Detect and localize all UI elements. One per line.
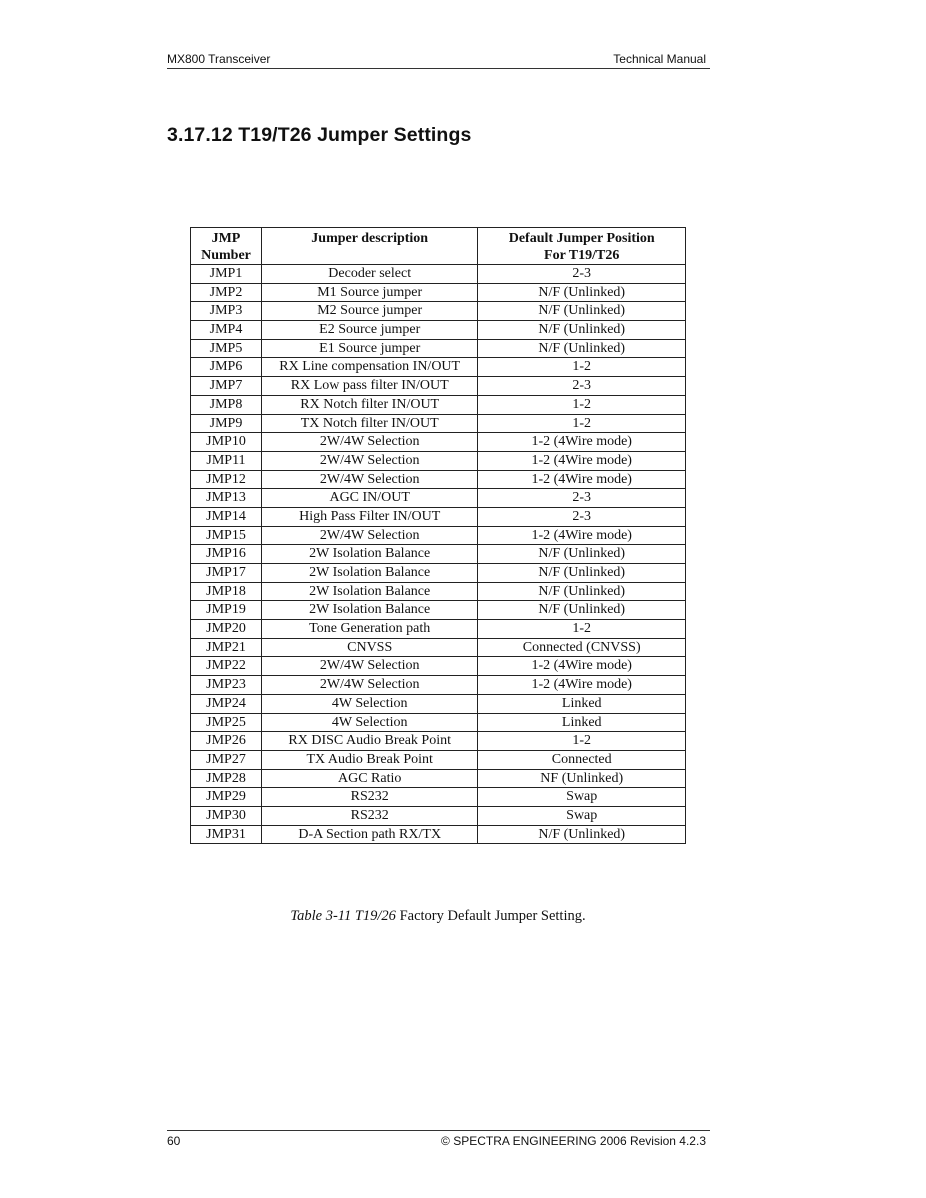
cell-description: High Pass Filter IN/OUT	[261, 507, 477, 526]
table-row	[191, 526, 686, 545]
cell-jmp-number: JMP31	[191, 825, 262, 844]
cell-default-position: 1-2 (4Wire mode)	[478, 433, 686, 452]
cell-description: 2W Isolation Balance	[261, 564, 477, 583]
table-row	[191, 489, 686, 508]
table-row	[191, 825, 686, 844]
cell-jmp-number: JMP3	[191, 302, 262, 321]
cell-default-position: 1-2	[478, 395, 686, 414]
cell-description: RX Low pass filter IN/OUT	[261, 377, 477, 396]
table-row	[191, 265, 686, 284]
cell-jmp-number: JMP5	[191, 339, 262, 358]
section-heading: 3.17.12 T19/T26 Jumper Settings	[167, 124, 472, 146]
table-row	[191, 339, 686, 358]
cell-jmp-number: JMP29	[191, 788, 262, 807]
cell-jmp-number: JMP1	[191, 265, 262, 284]
cell-default-position: 1-2	[478, 358, 686, 377]
table-row	[191, 564, 686, 583]
cell-default-position: N/F (Unlinked)	[478, 302, 686, 321]
cell-jmp-number: JMP22	[191, 657, 262, 676]
table-body	[191, 265, 686, 844]
cell-default-position: Connected (CNVSS)	[478, 638, 686, 657]
table-row	[191, 433, 686, 452]
cell-jmp-number: JMP13	[191, 489, 262, 508]
cell-jmp-number: JMP21	[191, 638, 262, 657]
cell-jmp-number: JMP11	[191, 451, 262, 470]
table-row	[191, 657, 686, 676]
cell-description: 2W Isolation Balance	[261, 545, 477, 564]
table-row	[191, 358, 686, 377]
table-row	[191, 582, 686, 601]
cell-jmp-number: JMP26	[191, 732, 262, 751]
cell-default-position: Swap	[478, 806, 686, 825]
table-row	[191, 507, 686, 526]
cell-jmp-number: JMP9	[191, 414, 262, 433]
page-number: 60	[167, 1134, 181, 1148]
cell-default-position: 2-3	[478, 265, 686, 284]
table-caption	[190, 908, 686, 925]
cell-description: 2W/4W Selection	[261, 451, 477, 470]
cell-default-position: N/F (Unlinked)	[478, 825, 686, 844]
cell-description: 2W/4W Selection	[261, 526, 477, 545]
table-row	[191, 283, 686, 302]
table-row	[191, 750, 686, 769]
cell-jmp-number: JMP27	[191, 750, 262, 769]
cell-description: 4W Selection	[261, 713, 477, 732]
cell-default-position: 1-2 (4Wire mode)	[478, 526, 686, 545]
cell-description: 4W Selection	[261, 694, 477, 713]
table-row	[191, 694, 686, 713]
header-document-title: MX800 Transceiver	[167, 52, 271, 66]
cell-default-position: N/F (Unlinked)	[478, 283, 686, 302]
cell-description: Decoder select	[261, 265, 477, 284]
table-row	[191, 676, 686, 695]
table-row	[191, 377, 686, 396]
cell-description: AGC Ratio	[261, 769, 477, 788]
cell-default-position: 1-2	[478, 732, 686, 751]
cell-default-position: Linked	[478, 713, 686, 732]
cell-jmp-number: JMP20	[191, 620, 262, 639]
column-header-jmp-number: JMP Number	[191, 228, 262, 265]
cell-jmp-number: JMP28	[191, 769, 262, 788]
cell-description: RS232	[261, 788, 477, 807]
table-row	[191, 321, 686, 340]
table-row	[191, 806, 686, 825]
cell-description: RX Notch filter IN/OUT	[261, 395, 477, 414]
cell-description: 2W/4W Selection	[261, 433, 477, 452]
cell-jmp-number: JMP14	[191, 507, 262, 526]
cell-jmp-number: JMP15	[191, 526, 262, 545]
cell-jmp-number: JMP24	[191, 694, 262, 713]
table-row	[191, 732, 686, 751]
cell-default-position: N/F (Unlinked)	[478, 545, 686, 564]
table-row	[191, 414, 686, 433]
cell-jmp-number: JMP6	[191, 358, 262, 377]
table-row	[191, 638, 686, 657]
cell-jmp-number: JMP25	[191, 713, 262, 732]
caption-label: Table 3-11 T19/26	[290, 908, 396, 924]
cell-description: D-A Section path RX/TX	[261, 825, 477, 844]
cell-jmp-number: JMP7	[191, 377, 262, 396]
table-row	[191, 620, 686, 639]
table-row	[191, 601, 686, 620]
cell-description: AGC IN/OUT	[261, 489, 477, 508]
cell-jmp-number: JMP8	[191, 395, 262, 414]
cell-default-position: Swap	[478, 788, 686, 807]
page-footer	[167, 1130, 710, 1151]
cell-default-position: Linked	[478, 694, 686, 713]
caption-text: Factory Default Jumper Setting.	[395, 908, 586, 924]
cell-jmp-number: JMP23	[191, 676, 262, 695]
cell-default-position: NF (Unlinked)	[478, 769, 686, 788]
cell-default-position: 1-2 (4Wire mode)	[478, 676, 686, 695]
cell-description: RX DISC Audio Break Point	[261, 732, 477, 751]
cell-default-position: N/F (Unlinked)	[478, 339, 686, 358]
cell-description: 2W/4W Selection	[261, 676, 477, 695]
cell-description: 2W/4W Selection	[261, 657, 477, 676]
cell-jmp-number: JMP2	[191, 283, 262, 302]
table-header-row	[191, 228, 686, 265]
column-header-description: Jumper description	[261, 228, 477, 265]
cell-description: 2W Isolation Balance	[261, 582, 477, 601]
cell-jmp-number: JMP4	[191, 321, 262, 340]
cell-description: 2W Isolation Balance	[261, 601, 477, 620]
cell-default-position: N/F (Unlinked)	[478, 601, 686, 620]
cell-jmp-number: JMP30	[191, 806, 262, 825]
cell-description: M2 Source jumper	[261, 302, 477, 321]
cell-jmp-number: JMP19	[191, 601, 262, 620]
cell-description: TX Notch filter IN/OUT	[261, 414, 477, 433]
cell-description: RS232	[261, 806, 477, 825]
cell-default-position: N/F (Unlinked)	[478, 564, 686, 583]
cell-description: RX Line compensation IN/OUT	[261, 358, 477, 377]
table-row	[191, 395, 686, 414]
cell-default-position: 1-2	[478, 414, 686, 433]
cell-jmp-number: JMP17	[191, 564, 262, 583]
cell-default-position: 1-2 (4Wire mode)	[478, 451, 686, 470]
cell-description: E2 Source jumper	[261, 321, 477, 340]
cell-jmp-number: JMP18	[191, 582, 262, 601]
cell-default-position: N/F (Unlinked)	[478, 582, 686, 601]
header-manual-type: Technical Manual	[613, 52, 706, 66]
cell-default-position: Connected	[478, 750, 686, 769]
cell-description: E1 Source jumper	[261, 339, 477, 358]
table-row	[191, 302, 686, 321]
cell-jmp-number: JMP16	[191, 545, 262, 564]
page-header	[167, 50, 710, 69]
cell-default-position: 1-2 (4Wire mode)	[478, 657, 686, 676]
table-row	[191, 713, 686, 732]
cell-description: M1 Source jumper	[261, 283, 477, 302]
table-row	[191, 545, 686, 564]
cell-default-position: 2-3	[478, 507, 686, 526]
cell-default-position: 2-3	[478, 377, 686, 396]
table-row	[191, 788, 686, 807]
cell-default-position: 1-2 (4Wire mode)	[478, 470, 686, 489]
footer-copyright: © SPECTRA ENGINEERING 2006 Revision 4.2.3	[441, 1134, 706, 1148]
table-row	[191, 470, 686, 489]
cell-default-position: 2-3	[478, 489, 686, 508]
cell-description: CNVSS	[261, 638, 477, 657]
cell-jmp-number: JMP10	[191, 433, 262, 452]
cell-default-position: 1-2	[478, 620, 686, 639]
table-row	[191, 451, 686, 470]
column-header-default-position: Default Jumper Position For T19/T26	[478, 228, 686, 265]
cell-description: 2W/4W Selection	[261, 470, 477, 489]
cell-description: Tone Generation path	[261, 620, 477, 639]
jumper-settings-table	[190, 227, 686, 844]
table-row	[191, 769, 686, 788]
cell-description: TX Audio Break Point	[261, 750, 477, 769]
cell-default-position: N/F (Unlinked)	[478, 321, 686, 340]
cell-jmp-number: JMP12	[191, 470, 262, 489]
